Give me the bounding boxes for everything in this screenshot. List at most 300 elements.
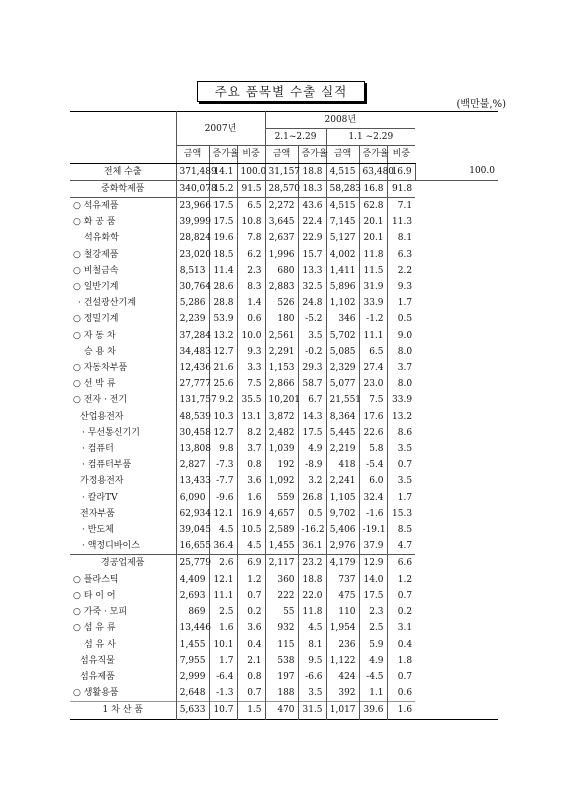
table-row xyxy=(70,653,498,669)
row-value: 8.6 xyxy=(387,425,415,441)
row-value: 62.8 xyxy=(359,198,387,215)
row-value: 2,827 xyxy=(176,457,209,473)
row-value: 21.6 xyxy=(209,360,237,376)
row-label: ○ 전자 · 전기 xyxy=(73,395,128,406)
row-value: 17.5 xyxy=(209,214,237,230)
row-label: · 칼라TV xyxy=(82,492,118,503)
row-value: 8.3 xyxy=(237,279,265,295)
row-value: 12,436 xyxy=(176,360,209,376)
row-value: 11.3 xyxy=(387,214,415,230)
row-value: 5,896 xyxy=(326,279,359,295)
row-value: 11.5 xyxy=(359,263,387,279)
row-value: 2,329 xyxy=(326,360,359,376)
table-row xyxy=(70,604,498,620)
row-label: · 무선통신기기 xyxy=(82,427,140,438)
row-value: 5,286 xyxy=(176,295,209,311)
row-value: 869 xyxy=(176,604,209,620)
row-value: 8.1 xyxy=(298,637,326,653)
row-label: ○ 플라스틱 xyxy=(73,574,119,585)
row-value: 4.9 xyxy=(359,653,387,669)
row-value: 1,996 xyxy=(265,247,298,263)
row-value: 1,153 xyxy=(265,360,298,376)
row-value: 23.0 xyxy=(359,376,387,392)
header-share: 비중 xyxy=(387,146,415,163)
table-row xyxy=(70,392,498,408)
row-value: 12.9 xyxy=(359,555,387,572)
header-period-a: 2.1~2.29 xyxy=(265,129,326,146)
row-value: 3.5 xyxy=(387,441,415,457)
row-value: 27.4 xyxy=(359,360,387,376)
row-value: 28.8 xyxy=(209,295,237,311)
row-value: 0.2 xyxy=(237,604,265,620)
row-value: 16.9 xyxy=(387,163,415,180)
row-value: 39,045 xyxy=(176,522,209,538)
row-value: 188 xyxy=(265,685,298,702)
table-row xyxy=(70,247,498,263)
row-value: 22.4 xyxy=(298,214,326,230)
row-value: 2,976 xyxy=(326,538,359,555)
row-value: 1,455 xyxy=(176,637,209,653)
row-value: 0.6 xyxy=(387,685,415,702)
row-value: 16.8 xyxy=(359,180,387,197)
row-value: 11.8 xyxy=(359,247,387,263)
row-value: 4.5 xyxy=(237,538,265,555)
row-value: 13.2 xyxy=(387,409,415,425)
table-row xyxy=(70,490,498,506)
row-value: 8.0 xyxy=(387,376,415,392)
row-value: 360 xyxy=(265,572,298,588)
row-value: 32.4 xyxy=(359,490,387,506)
row-value: 48,539 xyxy=(176,409,209,425)
table-row xyxy=(70,311,498,327)
row-value: 18.8 xyxy=(298,572,326,588)
row-value: 5,406 xyxy=(326,522,359,538)
row-value: 1,039 xyxy=(265,441,298,457)
table-row xyxy=(70,279,498,295)
table-row xyxy=(70,685,498,702)
row-value: 1.7 xyxy=(209,653,237,669)
row-value: 4,409 xyxy=(176,572,209,588)
row-value: 7,955 xyxy=(176,653,209,669)
header-share: 비중 xyxy=(237,146,265,163)
row-value: 371,489 xyxy=(176,163,209,180)
row-value: 11.8 xyxy=(298,604,326,620)
row-value: 6.2 xyxy=(237,247,265,263)
row-value: 24.8 xyxy=(298,295,326,311)
row-value: 1.4 xyxy=(237,295,265,311)
row-value: 197 xyxy=(265,669,298,685)
row-value: 3,872 xyxy=(265,409,298,425)
table-row xyxy=(70,344,498,360)
row-value: 15.3 xyxy=(387,506,415,522)
table-row xyxy=(70,263,498,279)
row-value: 15.2 xyxy=(209,180,237,197)
table-row xyxy=(70,360,498,376)
row-value: 1.5 xyxy=(237,702,265,719)
row-value: 5.8 xyxy=(359,441,387,457)
row-value: 25,779 xyxy=(176,555,209,572)
row-value: 5.9 xyxy=(359,637,387,653)
row-value: 4,515 xyxy=(326,163,359,180)
row-value: 2,482 xyxy=(265,425,298,441)
row-value: 13,446 xyxy=(176,620,209,636)
table-row xyxy=(70,457,498,473)
row-value: 3,645 xyxy=(265,214,298,230)
row-value: 35.5 xyxy=(237,392,265,408)
table-title: 주요 품목별 수출 실적 xyxy=(197,81,365,102)
row-value: 340,078 xyxy=(176,180,209,197)
row-value: 559 xyxy=(265,490,298,506)
row-value: 17.5 xyxy=(298,425,326,441)
row-value: 17.5 xyxy=(209,198,237,215)
row-value: 25.6 xyxy=(209,376,237,392)
row-value: 2,637 xyxy=(265,230,298,246)
row-label: ○ 석유제품 xyxy=(73,201,119,212)
row-value: 2.5 xyxy=(209,604,237,620)
row-value: 37.9 xyxy=(359,538,387,555)
row-value: 2,291 xyxy=(265,344,298,360)
row-label: ○ 일반기계 xyxy=(73,282,119,293)
row-label: · 액정디바이스 xyxy=(70,538,176,555)
row-value: 26.8 xyxy=(298,490,326,506)
row-value: 3.1 xyxy=(387,620,415,636)
row-value: 2.3 xyxy=(237,263,265,279)
row-value: 12.1 xyxy=(209,506,237,522)
row-value: -5.4 xyxy=(359,457,387,473)
row-value: 7.5 xyxy=(359,392,387,408)
row-value: 7,145 xyxy=(326,214,359,230)
row-value: 9,702 xyxy=(326,506,359,522)
header-amount: 금액 xyxy=(265,146,298,163)
row-value: 5,085 xyxy=(326,344,359,360)
row-value: 8,513 xyxy=(176,263,209,279)
row-value: 1,455 xyxy=(265,538,298,555)
row-value: 30,764 xyxy=(176,279,209,295)
row-value: 4,515 xyxy=(326,198,359,215)
row-value: 31.5 xyxy=(298,702,326,719)
row-value: 680 xyxy=(265,263,298,279)
row-value: 13,808 xyxy=(176,441,209,457)
row-value: 20.1 xyxy=(359,230,387,246)
row-value: 16,655 xyxy=(176,538,209,555)
row-value: 3.6 xyxy=(237,620,265,636)
header-blank xyxy=(70,112,176,129)
table-row xyxy=(70,588,498,604)
export-table xyxy=(70,111,498,720)
row-value: 2,693 xyxy=(176,588,209,604)
row-value: 2,272 xyxy=(265,198,298,215)
row-value: -9.6 xyxy=(209,490,237,506)
row-value: 1.6 xyxy=(387,702,415,719)
row-value: 3.5 xyxy=(298,328,326,344)
row-label: ○ 자동차부품 xyxy=(73,363,128,374)
row-value: 23,020 xyxy=(176,247,209,263)
row-value: 55 xyxy=(265,604,298,620)
row-value: 0.7 xyxy=(237,588,265,604)
row-value: 11.4 xyxy=(209,263,237,279)
row-value: 91.8 xyxy=(387,180,415,197)
row-value: 39.6 xyxy=(359,702,387,719)
table-row xyxy=(70,409,498,425)
row-value: 36.1 xyxy=(298,538,326,555)
row-value: -7.3 xyxy=(209,457,237,473)
row-value: 10.5 xyxy=(237,522,265,538)
row-value: 0.2 xyxy=(387,604,415,620)
row-value: 5,702 xyxy=(326,328,359,344)
row-value: 4.5 xyxy=(298,620,326,636)
row-value: 9.0 xyxy=(387,328,415,344)
row-value: 8.0 xyxy=(387,344,415,360)
row-value: 0.4 xyxy=(387,637,415,653)
row-value: 0.8 xyxy=(237,669,265,685)
row-value: 1,092 xyxy=(265,473,298,489)
row-value: 22.0 xyxy=(298,588,326,604)
row-value: 10.8 xyxy=(237,214,265,230)
row-value: 100.0 xyxy=(415,163,498,180)
row-value: -1.6 xyxy=(359,506,387,522)
row-label: 전체 수출 xyxy=(70,163,176,180)
row-value: 1.8 xyxy=(387,653,415,669)
table-row xyxy=(70,473,498,489)
table-row xyxy=(70,376,498,392)
table-row xyxy=(70,214,498,230)
row-value: 5,633 xyxy=(176,702,209,719)
row-value: 737 xyxy=(326,572,359,588)
row-value: 8.1 xyxy=(387,230,415,246)
row-value: 0.5 xyxy=(298,506,326,522)
row-value: -7.7 xyxy=(209,473,237,489)
row-value: 10,201 xyxy=(265,392,298,408)
row-value: 8.5 xyxy=(387,522,415,538)
row-value: 32.5 xyxy=(298,279,326,295)
row-value: 1,411 xyxy=(326,263,359,279)
table-row xyxy=(70,555,498,572)
row-value: 3.2 xyxy=(298,473,326,489)
row-value: -8.9 xyxy=(298,457,326,473)
row-value: 1,102 xyxy=(326,295,359,311)
row-value: 3.5 xyxy=(387,473,415,489)
row-value: -6.4 xyxy=(209,669,237,685)
row-value: 475 xyxy=(326,588,359,604)
row-value: 62,934 xyxy=(176,506,209,522)
row-label: 승 용 차 xyxy=(84,346,116,357)
row-value: 222 xyxy=(265,588,298,604)
row-value: 10.7 xyxy=(209,702,237,719)
row-value: 10.3 xyxy=(209,409,237,425)
row-value: 10.0 xyxy=(237,328,265,344)
row-value: 10.1 xyxy=(209,637,237,653)
row-value: 34,483 xyxy=(176,344,209,360)
row-value: 470 xyxy=(265,702,298,719)
row-label: ○ 생활용품 xyxy=(73,688,119,699)
row-value: 1,122 xyxy=(326,653,359,669)
header-2007: 2007년 xyxy=(176,112,265,146)
row-value: 19.6 xyxy=(209,230,237,246)
row-value: 91.5 xyxy=(237,180,265,197)
row-value: 21,551 xyxy=(326,392,359,408)
row-value: 192 xyxy=(265,457,298,473)
header-period-b: 1.1 ~2.29 xyxy=(326,129,415,146)
row-label: · 컴퓨터부품 xyxy=(82,460,132,471)
table-row xyxy=(70,295,498,311)
row-label: 석유화학 xyxy=(84,233,119,244)
row-value: 0.7 xyxy=(387,588,415,604)
row-value: 0.6 xyxy=(237,311,265,327)
row-value: 4,657 xyxy=(265,506,298,522)
row-value: 17.5 xyxy=(359,588,387,604)
row-value: 4.5 xyxy=(209,522,237,538)
row-value: 53.9 xyxy=(209,311,237,327)
row-label: · 반도체 xyxy=(82,525,114,536)
table-row xyxy=(70,328,498,344)
row-value: 23.2 xyxy=(298,555,326,572)
row-value: 20.1 xyxy=(359,214,387,230)
row-value: 5,127 xyxy=(326,230,359,246)
row-value: 0.4 xyxy=(237,637,265,653)
unit-label: (백만불,%) xyxy=(456,99,506,110)
row-value: 424 xyxy=(326,669,359,685)
row-value: 2.1 xyxy=(237,653,265,669)
row-label: 섬유직물 xyxy=(80,655,115,666)
row-value: 9.3 xyxy=(387,279,415,295)
table-row xyxy=(70,230,498,246)
row-value: 1.7 xyxy=(387,295,415,311)
row-value: 5,445 xyxy=(326,425,359,441)
row-label: 가정용전자 xyxy=(80,476,124,487)
row-label: 1 차 산 품 xyxy=(70,702,176,719)
row-value: 33.9 xyxy=(359,295,387,311)
row-value: 538 xyxy=(265,653,298,669)
row-value: 1.6 xyxy=(209,620,237,636)
row-label: 산업용전자 xyxy=(80,411,124,422)
table-row xyxy=(70,620,498,636)
table-row xyxy=(70,702,498,719)
row-label: ○ 타 이 어 xyxy=(73,590,116,601)
row-value: 13.1 xyxy=(237,409,265,425)
table-row xyxy=(70,506,498,522)
table-row xyxy=(70,425,498,441)
header-growth: 증가율 xyxy=(298,146,326,163)
row-value: 7.8 xyxy=(237,230,265,246)
row-value: 2,561 xyxy=(265,328,298,344)
row-value: 30,458 xyxy=(176,425,209,441)
row-value: 3.7 xyxy=(237,441,265,457)
row-value: 14.3 xyxy=(298,409,326,425)
row-value: -4.5 xyxy=(359,669,387,685)
row-value: 6.5 xyxy=(359,344,387,360)
row-value: 16.9 xyxy=(237,506,265,522)
row-value: 58,283 xyxy=(326,180,359,197)
row-value: 0.7 xyxy=(237,685,265,702)
row-value: 346 xyxy=(326,311,359,327)
row-value: 2,241 xyxy=(326,473,359,489)
row-label: ○ 선 박 류 xyxy=(73,379,116,390)
row-value: 2.6 xyxy=(209,555,237,572)
row-value: -1.2 xyxy=(359,311,387,327)
row-value: 3.6 xyxy=(237,473,265,489)
row-value: 0.7 xyxy=(387,669,415,685)
row-value: 18.3 xyxy=(298,180,326,197)
table-row xyxy=(70,522,498,538)
row-value: 4.9 xyxy=(298,441,326,457)
row-value: 0.5 xyxy=(387,311,415,327)
row-value: 6.5 xyxy=(237,198,265,215)
row-value: 12.1 xyxy=(209,572,237,588)
row-value: 15.7 xyxy=(298,247,326,263)
row-value: 12.7 xyxy=(209,344,237,360)
row-value: 2,219 xyxy=(326,441,359,457)
row-label: ○ 가죽 · 모피 xyxy=(73,607,128,618)
row-value: -16.2 xyxy=(298,522,326,538)
row-value: 1.2 xyxy=(237,572,265,588)
row-value: 22.6 xyxy=(359,425,387,441)
row-value: -0.2 xyxy=(298,344,326,360)
row-value: 28,570 xyxy=(265,180,298,197)
row-value: 11.1 xyxy=(359,328,387,344)
header-amount: 금액 xyxy=(176,146,209,163)
row-value: 2,117 xyxy=(265,555,298,572)
row-value: 39,999 xyxy=(176,214,209,230)
row-value: 0.8 xyxy=(237,457,265,473)
row-value: 43.6 xyxy=(298,198,326,215)
row-value: 8,364 xyxy=(326,409,359,425)
row-value: 2,648 xyxy=(176,685,209,702)
row-value: 13.2 xyxy=(209,328,237,344)
row-value: 115 xyxy=(265,637,298,653)
row-label: ○ 철강제품 xyxy=(73,249,119,260)
table-row xyxy=(70,669,498,685)
row-value: 58.7 xyxy=(298,376,326,392)
row-value: 6.0 xyxy=(359,473,387,489)
row-value: 3.7 xyxy=(387,360,415,376)
row-value: 2.2 xyxy=(387,263,415,279)
row-value: 29.3 xyxy=(298,360,326,376)
row-value: 6.7 xyxy=(298,392,326,408)
row-value: 22.9 xyxy=(298,230,326,246)
row-value: 7.1 xyxy=(387,198,415,215)
row-value: 27,777 xyxy=(176,376,209,392)
table-row xyxy=(70,572,498,588)
row-value: 7.5 xyxy=(237,376,265,392)
row-label: · 컴퓨터 xyxy=(82,444,114,455)
row-label: · 건설광산기계 xyxy=(78,298,136,309)
row-value: 18.5 xyxy=(209,247,237,263)
row-value: 9.5 xyxy=(298,653,326,669)
row-value: 9.2 xyxy=(209,392,237,408)
row-label: ○ 섬 유 류 xyxy=(73,623,116,634)
row-value: 13,433 xyxy=(176,473,209,489)
header-2008: 2008년 xyxy=(265,112,415,129)
row-value: 3.5 xyxy=(298,685,326,702)
row-value: 14.0 xyxy=(359,572,387,588)
row-value: 5,077 xyxy=(326,376,359,392)
row-value: -6.6 xyxy=(298,669,326,685)
table-row xyxy=(70,198,498,215)
row-value: 2,866 xyxy=(265,376,298,392)
row-value: 4.7 xyxy=(387,538,415,555)
row-value: 12.7 xyxy=(209,425,237,441)
row-value: 2,239 xyxy=(176,311,209,327)
row-value: 4,179 xyxy=(326,555,359,572)
row-value: 526 xyxy=(265,295,298,311)
row-value: -1.3 xyxy=(209,685,237,702)
row-value: 1,017 xyxy=(326,702,359,719)
table-row xyxy=(70,637,498,653)
row-value: 1.1 xyxy=(359,685,387,702)
row-value: 11.1 xyxy=(209,588,237,604)
row-value: 23,966 xyxy=(176,198,209,215)
row-value: 1.2 xyxy=(387,572,415,588)
